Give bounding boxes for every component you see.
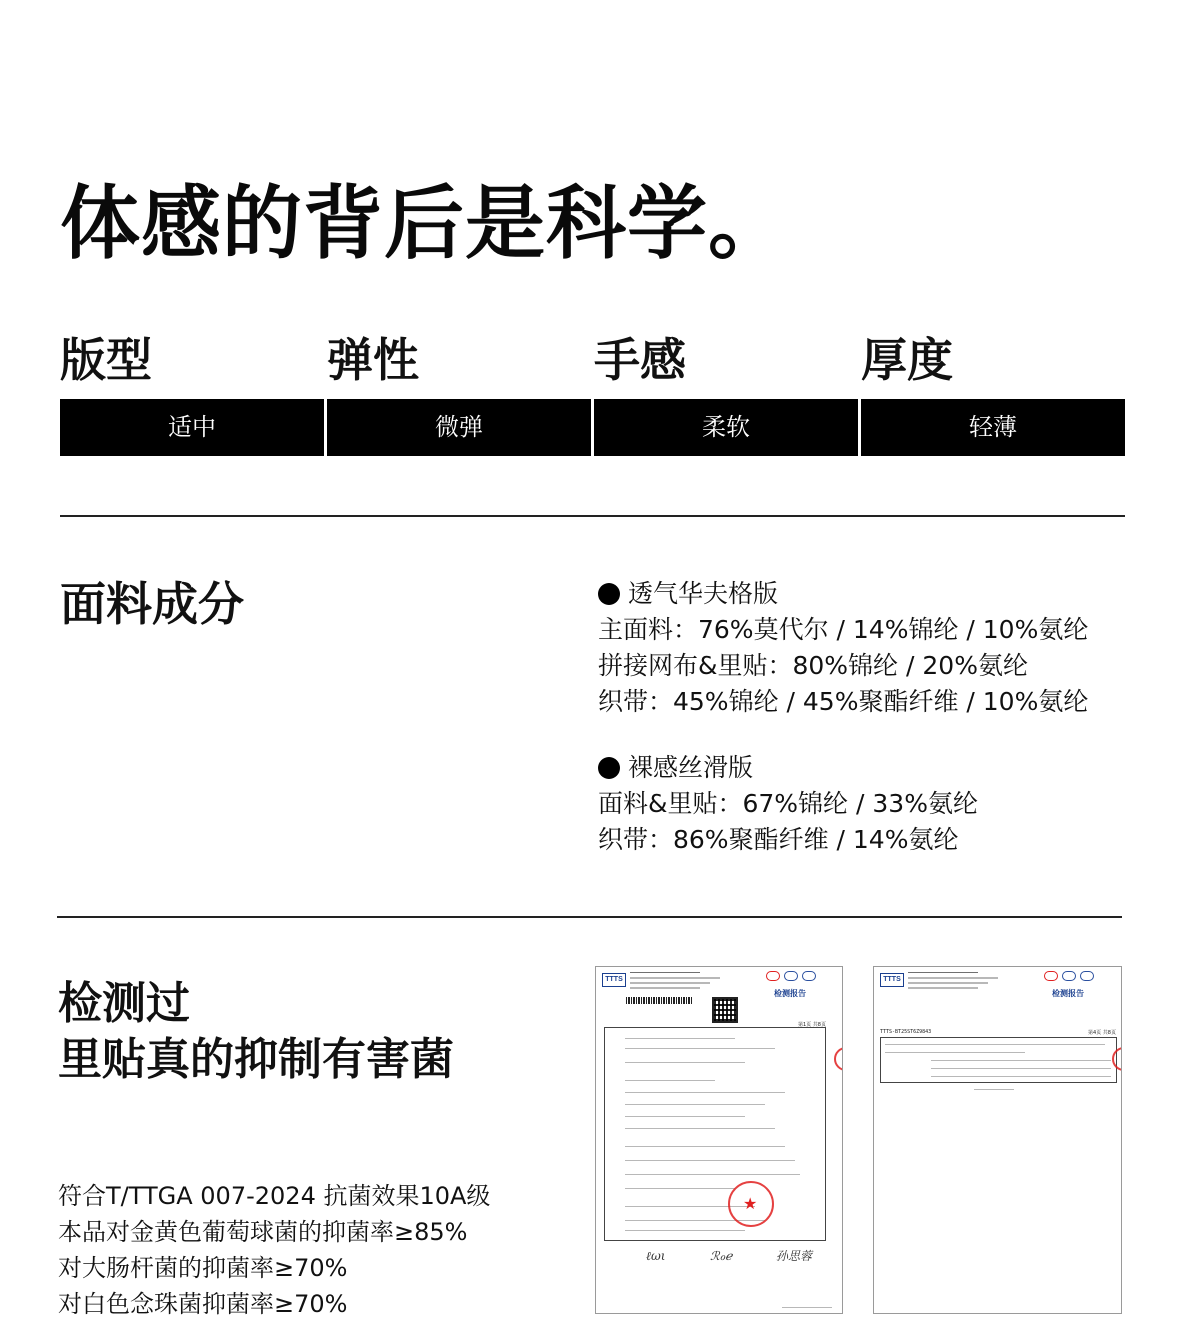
signature: ℛℴℯ xyxy=(710,1249,733,1263)
report-page-number: 第4页 共8页 xyxy=(1088,1030,1116,1036)
fabric-section-title: 面料成分 xyxy=(60,577,244,631)
test-report-image-2 xyxy=(873,966,1122,1314)
attr-fit-value: 适中 xyxy=(60,399,324,456)
claim-line: 符合T/TTGA 007-2024 抗菌效果10A级 xyxy=(58,1182,491,1210)
signature: ℓωι xyxy=(646,1249,666,1263)
section-divider xyxy=(57,916,1122,918)
report-title: 检测报告 xyxy=(1052,989,1084,998)
fabric-version-2-name: 裸感丝滑版 xyxy=(598,750,753,786)
attr-thickness-label: 厚度 xyxy=(861,333,953,387)
claim-line: 对白色念珠菌抑菌率≥70% xyxy=(58,1290,348,1318)
qr-code xyxy=(712,997,738,1023)
attr-thickness-value: 轻薄 xyxy=(861,399,1125,456)
page-headline: 体感的背后是科学。 xyxy=(60,177,789,270)
section-divider xyxy=(60,515,1125,517)
report-title: 检测报告 xyxy=(774,989,806,998)
claim-line: 本品对金黄色葡萄球菌的抑菌率≥85% xyxy=(58,1218,468,1246)
attr-elasticity-value: 微弹 xyxy=(327,399,591,456)
signature: 孙思蓉 xyxy=(776,1249,813,1263)
attr-elasticity-label: 弹性 xyxy=(327,333,419,387)
fabric-version-2-line: 面料&里贴：67%锦纶 / 33%氨纶 xyxy=(598,789,978,818)
test-report-image-1 xyxy=(595,966,843,1314)
attr-hand-feel-label: 手感 xyxy=(594,333,686,387)
fabric-version-1-line: 拼接网布&里贴：80%锦纶 / 20%氨纶 xyxy=(598,651,1028,680)
lab-logo: TTTS xyxy=(880,973,904,987)
star-icon: ★ xyxy=(743,1194,758,1213)
barcode xyxy=(626,997,692,1004)
fabric-version-2-line: 织带：86%聚酯纤维 / 14%氨纶 xyxy=(598,825,959,854)
report-page-number: 第1页 共8页 xyxy=(798,1022,826,1028)
fabric-version-1-name: 透气华夫格版 xyxy=(598,576,778,612)
report-table xyxy=(880,1037,1117,1083)
report-table xyxy=(604,1027,826,1241)
report-number: TTTS-BT25ST6Z9843 xyxy=(880,1029,932,1035)
bullet-icon xyxy=(598,757,620,779)
attr-hand-feel-value: 柔软 xyxy=(594,399,858,456)
fabric-version-1-line: 主面料：76%莫代尔 / 14%锦纶 / 10%氨纶 xyxy=(598,615,1089,644)
lab-logo: TTTS xyxy=(602,973,626,987)
claim-line: 对大肠杆菌的抑菌率≥70% xyxy=(58,1254,348,1282)
fabric-version-1-line: 织带：45%锦纶 / 45%聚酯纤维 / 10%氨纶 xyxy=(598,687,1089,716)
testing-claims xyxy=(58,1178,490,1322)
attr-fit-label: 版型 xyxy=(60,333,152,387)
bullet-icon xyxy=(598,583,620,605)
testing-title: 检测过 里贴真的抑制有害菌 xyxy=(58,978,454,1085)
red-stamp xyxy=(834,1047,843,1071)
